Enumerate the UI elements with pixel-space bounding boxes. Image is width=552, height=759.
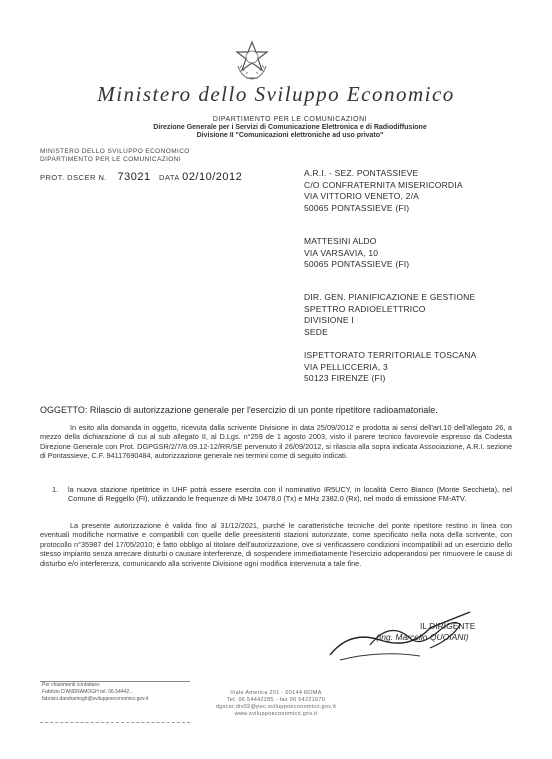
protocol-line (40, 171, 242, 183)
recipient-line: DIR. GEN. PIANIFICAZIONE E GESTIONE (304, 292, 476, 302)
list-item (40, 485, 512, 504)
footer-phone: Tel. 06 54442285 - fax 06 54221670 (226, 697, 326, 703)
recipient-line: MATTESINI ALDO (304, 236, 377, 246)
recipient-block (304, 292, 475, 338)
recipient-line: SEDE (304, 326, 328, 337)
recipient-line: 50123 FIRENZE (FI) (304, 373, 386, 383)
republic-emblem-icon (232, 38, 272, 82)
recipient-line: SPETTRO RADIOELETTRICO (304, 303, 426, 314)
recipient-line: DIVISIONE I (304, 315, 354, 325)
footer-pec: dgscer.div02@pec.sviluppoeconomico.gov.it (215, 704, 337, 710)
division-line: Divisione II "Comunicazioni elettroniche ad uso privato" (196, 132, 384, 139)
footer-website: www.sviluppoeconomico.gov.it (234, 711, 318, 717)
protocol-date: 02/10/2012 (182, 171, 243, 183)
signatory-name: (Ing. Marcello QUOIANI) (376, 632, 469, 642)
recipient-line: ISPETTORATO TERRITORIALE TOSCANA (304, 350, 477, 360)
recipient-line: C/O CONFRATERNITA MISERICORDIA (304, 179, 463, 190)
recipient-line: A.R.I. - SEZ. PONTASSIEVE (304, 168, 419, 178)
contact-heading: Per chiarimenti contattare: (42, 682, 101, 688)
recipient-block (304, 350, 477, 385)
recipient-line: VIA VARSAVIA, 10 (304, 247, 379, 258)
subject-line (40, 405, 438, 415)
protocol-date-label: DATA (159, 173, 180, 182)
footer (140, 690, 412, 718)
directorate-line: Direzione Generale per i Servizi di Comunicazione Elettronica e di Radiodiffusione (153, 124, 427, 131)
recipient-block (304, 236, 409, 271)
protocol-label: PROT. DSCER N. (40, 173, 108, 182)
recipient-line: VIA PELLICCERIA, 3 (304, 361, 388, 372)
recipient-line: 50065 PONTASSIEVE (FI) (304, 202, 410, 213)
body-paragraph: La presente autorizzazione è valida fino al 31/12/2021, purché le caratteristiche tecniche del ponte ripetitore restino in linea con eventuali modifiche normative e compatibili con quelle delle preesistenti stazioni autorizzate, come specificato nella nota della scrivente, con protocollo n°35987 del 17/05/2010; è fatto obbligo al titolare dell'autorizzazione, ove si verificassero condizioni incompatibili ad un esercizio dello stesso impianto senza arrecare disturbi o causare interferenze, di sospendere immediatamente l'esercizio adoperandosi per rimuovere le cause di disturbo e/o interferenza, comunicando alla scrivente Divisione ogni modifica intervenuta a tale fine. (40, 521, 512, 568)
signatory-title: IL DIRIGENTE (420, 621, 476, 631)
footer-address: Viale America 201 - 00144 ROMA (230, 690, 322, 696)
recipient-line: 50065 PONTASSIEVE (FI) (304, 259, 410, 269)
subject-text: Rilascio di autorizzazione generale per l'esercizio di un ponte ripetitore radioamatoriale. (89, 405, 438, 415)
protocol-number: 73021 (117, 171, 151, 183)
left-header-ministry: MINISTERO DELLO SVILUPPO ECONOMICO (40, 148, 190, 155)
ministry-name: Ministero dello Sviluppo Economico (97, 82, 455, 106)
list-item-number: 1. (52, 485, 59, 494)
contact-email: fabrizio.dandramogh@sviluppoeconomico.gov.it (42, 696, 149, 702)
subject-label: OGGETTO: (40, 405, 88, 415)
department-line: DIPARTIMENTO PER LE COMUNICAZIONI (212, 116, 368, 123)
left-header-department: DIPARTIMENTO PER LE COMUNICAZIONI (40, 156, 182, 163)
body-paragraph: In esito alla domanda in oggetto, ricevuta dalla scrivente Divisione in data 25/09/2012 e prodotta ai sensi dell'art.10 dell'allegato 26, a mezzo della dichiarazione di cui al sub allegato II, al D.Lgs. n°259 de 1 agosto 2003, visto il parere tecnico favorevole espresso da Codesta Direzione Generale con Prot. DGPGSR/2/7/8.09.12-12/RR/SE pervenuto il 26/09/2012, si rilascia alla sopra indicata Associazione, A.R.I. sezione di Pontassieve, C.F. 94117690484, autorizzazione generale nei termini come di seguito indicati. (40, 423, 512, 461)
recipient-line: VIA VITTORIO VENETO, 2/A (304, 191, 420, 201)
contact-person: Fabrizio D'ANDRAMOGH tel. 06.54442... (42, 689, 134, 695)
recipient-block (304, 168, 463, 214)
list-item-text: la nuova stazione ripetitrice in UHF potrà essere esercita con il nominativo IR5UCY, in località Cerro Bianco (Monte Secchieta), nel Comune di Reggello (FI), utilizzando le frequenze di MHz 10478.0 (Tx) e MHz 2382.0 (Rx), nel modo di emissione FM-ATV. (68, 485, 512, 504)
